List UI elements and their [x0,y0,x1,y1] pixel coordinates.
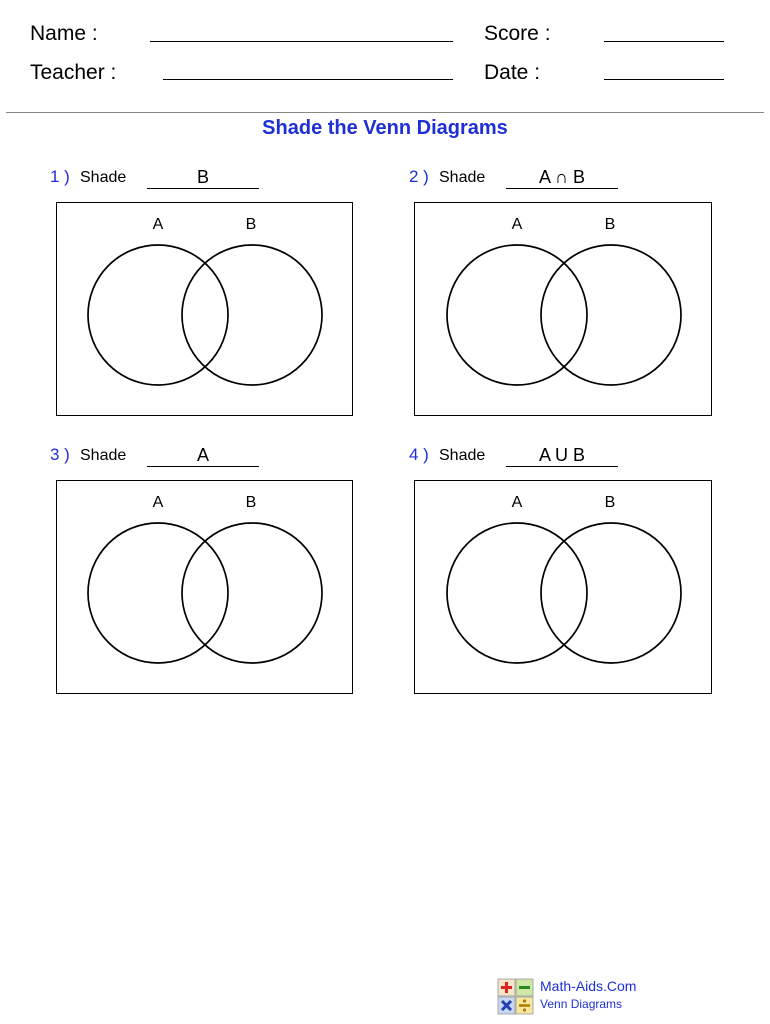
venn-diagram-box[interactable] [414,202,712,416]
date-field-line[interactable] [604,79,724,80]
venn-diagram [415,203,713,417]
footer-site-name[interactable]: Math-Aids.Com [540,978,637,994]
header-divider [6,112,764,113]
name-label: Name : [30,22,98,45]
venn-diagram-box[interactable] [56,480,353,694]
shade-label: Shade [439,169,486,186]
shade-answer: B [147,166,259,189]
set-b-label: B [604,216,616,233]
set-a-label: A [152,216,164,233]
set-a-label: A [152,494,164,511]
shade-label: Shade [80,447,127,464]
set-b-circle[interactable] [182,523,322,663]
shade-label: Shade [80,169,127,186]
date-label: Date : [484,61,541,84]
venn-diagram [415,481,713,695]
problem-number: 4 ) [409,445,429,464]
footer-subtitle: Venn Diagrams [540,997,623,1011]
shade-answer: A [147,444,259,467]
set-b-circle[interactable] [541,245,681,385]
shade-answer: A U B [506,444,618,467]
problem-number: 1 ) [50,167,70,186]
score-label: Score : [484,22,551,45]
shade-label: Shade [439,447,486,464]
page-title: Shade the Venn Diagrams [262,117,508,139]
name-field-line[interactable] [150,41,453,42]
problem-number: 2 ) [409,167,429,186]
venn-diagram-box[interactable] [56,202,353,416]
venn-diagram [57,203,354,417]
set-b-label: B [245,494,257,511]
set-a-label: A [511,494,523,511]
set-b-circle[interactable] [182,245,322,385]
set-b-label: B [245,216,257,233]
set-a-label: A [511,216,523,233]
set-b-label: B [604,494,616,511]
set-a-circle[interactable] [88,523,228,663]
set-a-circle[interactable] [88,245,228,385]
set-a-circle[interactable] [447,245,587,385]
set-a-circle[interactable] [447,523,587,663]
set-b-circle[interactable] [541,523,681,663]
problem-number: 3 ) [50,445,70,464]
teacher-label: Teacher : [30,61,117,84]
venn-diagram [57,481,354,695]
venn-diagram-box[interactable] [414,480,712,694]
shade-answer: A ∩ B [506,166,618,189]
math-operations-logo-icon [497,978,534,1015]
score-field-line[interactable] [604,41,724,42]
teacher-field-line[interactable] [163,79,453,80]
